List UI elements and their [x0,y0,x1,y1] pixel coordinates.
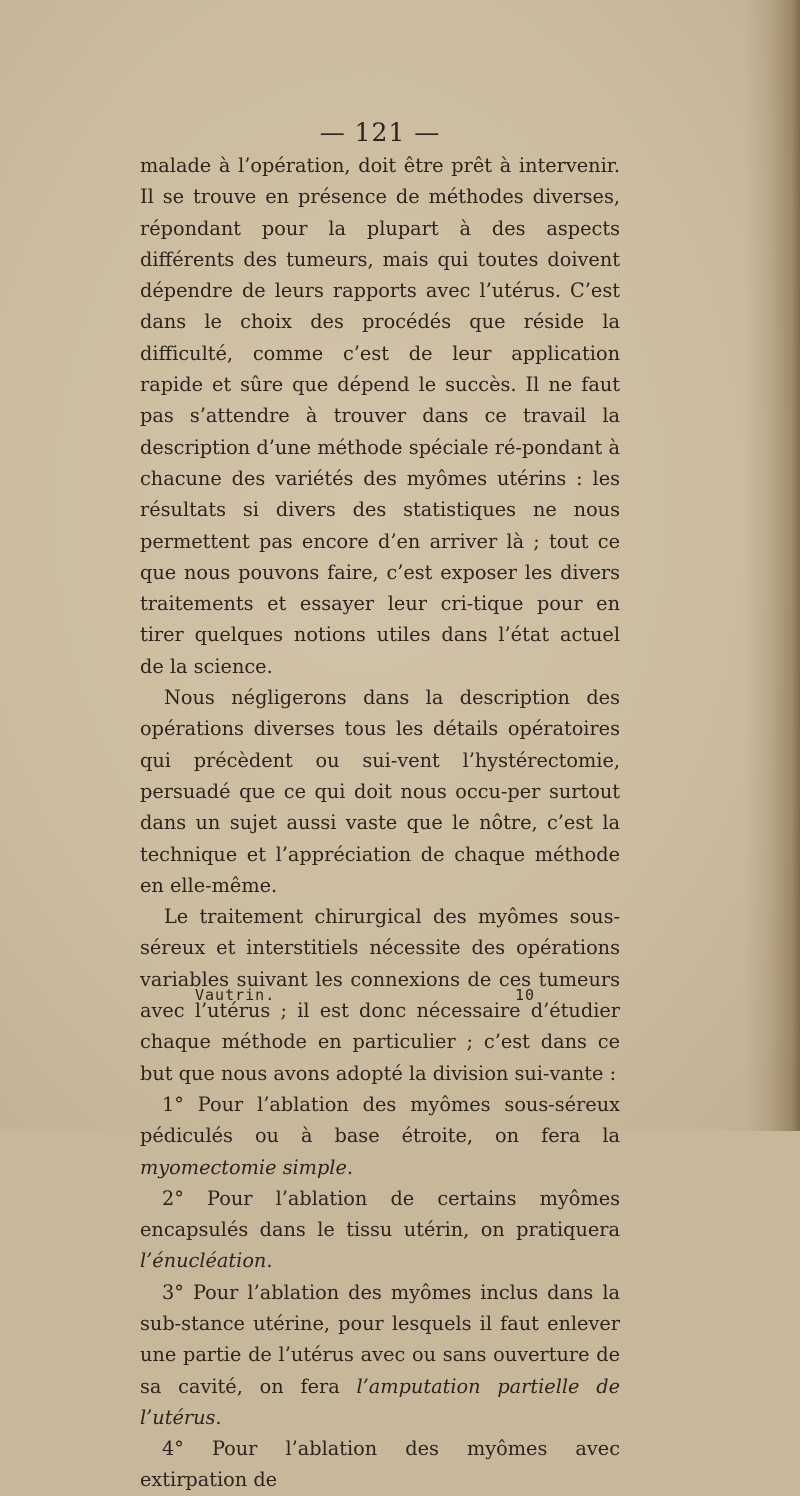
list-item: 2° Pour l’ablation de certains myômes encapsulés dans le tissu utérin, on pratiquera l’énucléation. [140,1186,620,1273]
paragraph: Le traitement chirurgical des myômes sous-séreux et interstitiels nécessite des opérations variables suivant les connexions de ces tumeurs avec l’utérus ; il est donc nécessaire d’étudier chaque méthode en particulier ; c’est dans ce but que nous avons adopté la division sui-vante : [140,905,620,1085]
emphasis: myomectomie simple [140,1155,347,1179]
body-text [140,150,620,1496]
list-item: 3° Pour l’ablation des myômes inclus dans la sub-stance utérine, pour lesquels il faut enlever une partie de l’utérus avec ou sans ouverture de sa cavité, on fera l’amputation partielle de l’utérus. [140,1280,620,1429]
emphasis: l’amputation partielle de l’utérus [140,1374,620,1429]
footer-signature-mark: 10 [515,986,536,1004]
page-edge-shadow [745,0,800,1131]
footer-author: Vautrin. [195,986,276,1004]
list-item: 1° Pour l’ablation des myômes sous-séreux pédiculés ou à base étroite, on fera la myomectomie simple. [140,1092,620,1179]
paragraph: Nous négligerons dans la description des opérations diverses tous les détails opératoires qui précèdent ou sui-vent l’hystérectomie, persuadé que ce qui doit nous occu-per surtout dans un sujet aussi vaste que le nôtre, c’est la technique et l’appréciation de chaque méthode en elle-même. [140,686,620,897]
emphasis: l’énucléation [140,1249,267,1273]
page-number: — 121 — [319,118,441,147]
paragraph-continuation: malade à l’opération, doit être prêt à intervenir. Il se trouve en présence de méthodes diverses, répondant pour la plupart à des aspects différents des tumeurs, mais qui toutes doivent dépendre de leurs rapports avec l’utérus. C’est dans le choix des procédés que réside la difficulté, comme c’est de leur application rapide et sûre que dépend le succès. Il ne faut pas s’attendre à trouver dans ce travail la description d’une méthode spéciale ré-pondant à chacune des variétés des myômes utérins : les résultats si divers des statistiques ne nous permettent pas encore d’en arriver là ; tout ce que nous pouvons faire, c’est exposer les divers traitements et essayer leur cri-tique pour en tirer quelques notions utiles dans l’état actuel de la science. [140,154,620,678]
list-item: 4° Pour l’ablation des myômes avec extirpation de [140,1437,620,1492]
